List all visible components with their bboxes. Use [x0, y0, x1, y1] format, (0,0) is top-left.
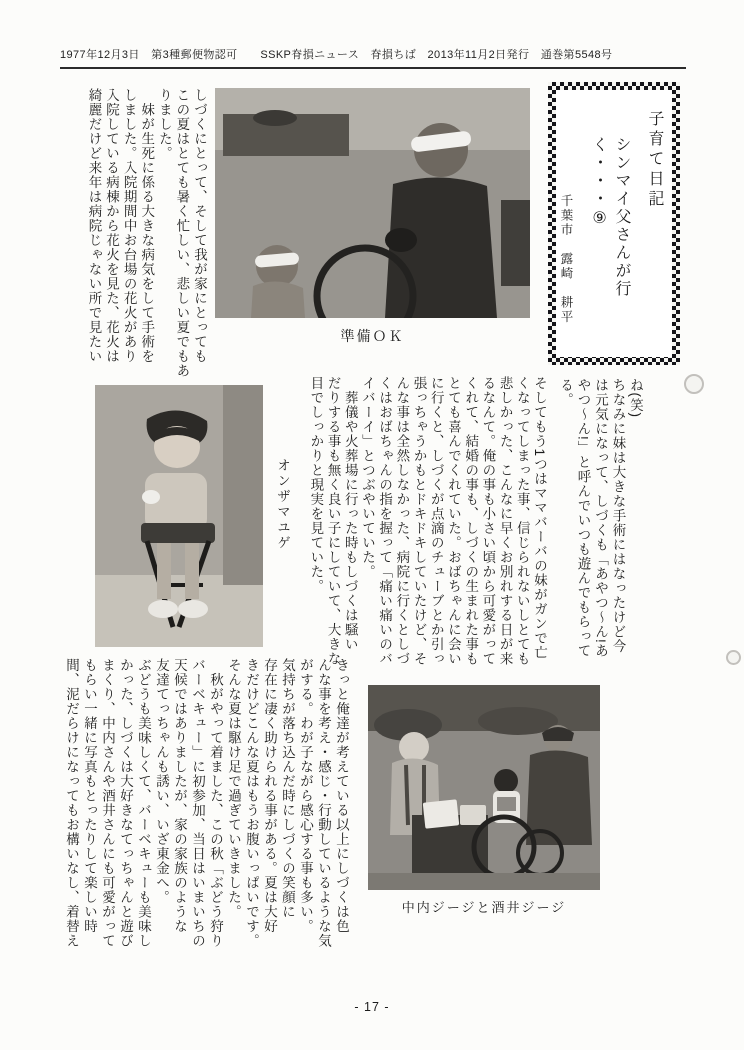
text-column: 張っちゃうかもとドキドキしていたけど、そ — [411, 376, 427, 666]
text-column: だりする事も無く良い子にしていて、大きな — [325, 376, 341, 666]
photo-junbi-ok — [215, 88, 530, 318]
photo-onza-mayuge-image — [95, 385, 263, 647]
article-part-2 — [556, 378, 644, 668]
text-column: もらい一緒に写真もとったりして楽しい時 — [82, 658, 97, 934]
text-column: イバーイ」とつぶやいていた。 — [359, 376, 375, 579]
text-column: ぶどうも美味しくて、バーベキューも美味し — [136, 658, 151, 948]
article-title-box — [548, 82, 680, 365]
text-column: しづくにとって、そして我が家にとっても — [192, 88, 207, 364]
text-column: かった、しづくは大好きなてっちゃんと遊び — [118, 658, 133, 948]
text-column: 目でしっかりと現実を見ていた。 — [308, 376, 324, 594]
photo-jiiji-image — [368, 685, 600, 890]
text-column: 友達てっちゃんも誘い、いざ東金へ。 — [154, 658, 169, 905]
series-title: 子育て日記 — [646, 110, 663, 210]
text-column: 間、泥だらけになってもお構いなし、着替え — [64, 658, 79, 948]
text-column: んな事を考え・感じ・行動しているような気 — [316, 658, 331, 948]
page-number: - 17 - — [354, 1000, 390, 1014]
issue-header: 1977年12月3日 第3種郵便物認可 SSKP脊損ニュース 脊損ちば 2013年11月2日発行 通巻第5548号 — [60, 46, 686, 69]
text-column: 綺麗だけど来年は病院じゃない所で見たい — [86, 88, 102, 364]
text-column: ね(笑) — [628, 378, 643, 418]
punch-hole — [684, 374, 704, 394]
text-column: 妹が生死に係る大きな病気をして手術を — [139, 88, 155, 364]
text-column: る。 — [558, 378, 573, 407]
photo-caption-onza-mayuge: オンザマユゲ — [275, 458, 290, 551]
text-column: とても喜んでくれていた。おばちゃんに会い — [445, 376, 461, 666]
text-column: そしてもう1つはママバーバの妹がガンで亡 — [532, 376, 547, 661]
text-column: きだけどこんな夏はもうお腹いっぱいです。 — [244, 658, 259, 948]
text-column: くはおばちゃんの指を握って「痛い痛いのバ — [377, 376, 393, 666]
text-column: 気持ちが落ち込んだ時にしづくの笑顔に — [280, 658, 295, 919]
photo-caption-junbi-ok: 準備ＯＫ — [340, 328, 405, 344]
text-column: やつ〜ん!」と呼んでいつも遊んでもらって — [575, 378, 591, 659]
article-title: シンマイ父さんが行く・・・⑨ — [590, 136, 630, 298]
text-column: るなんて。俺の事も小さい頃から可愛がって — [480, 376, 496, 666]
text-column: 入院している病棟から花火を見た、花火は — [104, 88, 120, 364]
text-column: ちなみに妹は大きな手術にはなったけど今 — [610, 378, 626, 654]
text-column: きっと俺達が考えている以上にしづくは色 — [334, 658, 349, 934]
article-author: 千葉市 露崎 耕平 — [559, 194, 573, 325]
text-column: バーベキュー」に初参加、当日はいまいちの — [190, 658, 205, 948]
text-column: に行くと、しづくが点滴のチューブとか引っ — [428, 376, 444, 666]
text-column: んな事は全然しなかった、病院に行くとしづ — [394, 376, 410, 666]
photo-onza-mayuge — [95, 385, 263, 647]
text-column: くれて、結婚の事も、しづくの生まれた事も — [463, 376, 479, 666]
text-column: 天候ではありましたが、家の家族のような — [172, 658, 187, 934]
text-column: しました。入院期間中お台場の花火があり — [121, 88, 137, 364]
photo-caption-jiiji: 中内ジージと酒井ジージ — [401, 900, 567, 915]
text-column: 存在に凄く助けられる事がある。夏は大好 — [262, 658, 277, 934]
text-column: この夏はとても暑く忙しい、悲しい夏でもあ — [174, 88, 190, 378]
text-column: 秋がやって着ました、この秋「ぶどう狩り — [208, 658, 223, 948]
text-column: そんな夏は駆け足で過ぎていきました。 — [226, 658, 241, 919]
text-column: がする。わが子ながら感心する事も多い。 — [298, 658, 313, 934]
text-column: 悲しかった、こんなに早くお別れする日が来 — [497, 376, 513, 666]
text-column: くなってしまった事、信じられないしとても — [514, 376, 530, 666]
text-column: りました。 — [156, 88, 172, 161]
article-part-1 — [84, 88, 208, 378]
photo-jiiji — [368, 685, 600, 890]
punch-hole — [726, 650, 741, 665]
photo-junbi-ok-image — [215, 88, 530, 318]
article-part-3 — [306, 376, 548, 668]
article-title-inner — [556, 90, 672, 357]
text-column: まくり、中内さんや酒井さんにも可愛がって — [100, 658, 115, 948]
text-column: 葬儀や火葬場に行った時もしづくは騒い — [342, 376, 358, 652]
text-column: は元気になって、しづくも「あやつ〜ん!あ — [593, 378, 608, 659]
article-part-4 — [62, 658, 350, 962]
